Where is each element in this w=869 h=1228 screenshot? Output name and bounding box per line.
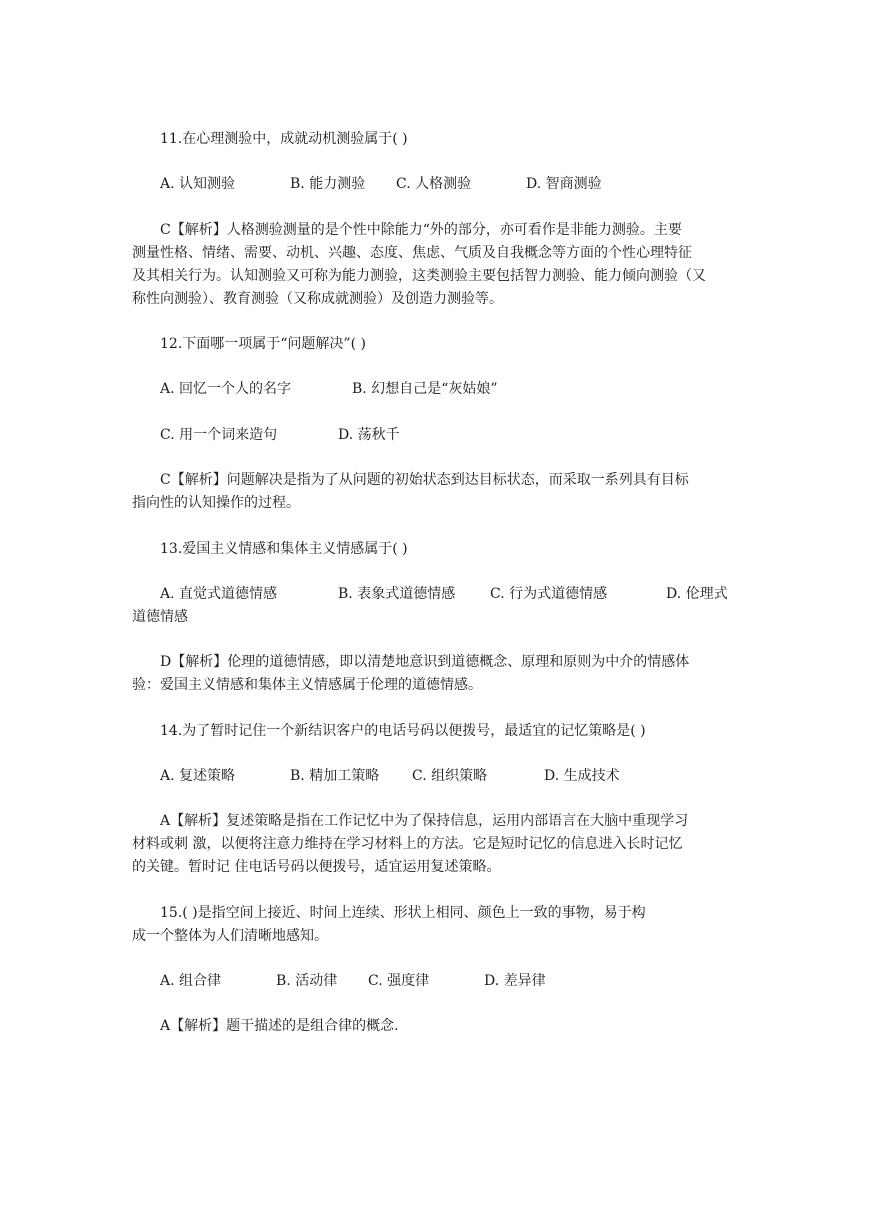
option-a: A. 认知测验 xyxy=(160,176,236,192)
explanation-line: C【解析】人格测验测量的是个性中除能力“外的部分，亦可看作是非能力测验。主要 xyxy=(160,222,682,238)
stem-line: 成一个整体为人们清晰地感知。 xyxy=(132,928,328,944)
question-14-stem: 14.为了暂时记住一个新结识客户的电话号码以便拨号，最适宜的记忆策略是( ) xyxy=(160,723,646,739)
option-a: A. 回忆一个人的名字 xyxy=(160,381,292,397)
explanation-line: C【解析】问题解决是指为了从问题的初始状态到达目标状态，而采取一系列具有目标 xyxy=(160,472,689,488)
question-12-stem: 12.下面哪一项属于“问题解决”( ) xyxy=(160,336,366,352)
option-b: B. 能力测验 xyxy=(290,176,366,192)
explanation-line: D【解析】伦理的道德情感，即以清楚地意识到道德概念、原理和原则为中介的情感体 xyxy=(160,654,690,670)
option-c: C. 人格测验 xyxy=(396,176,472,192)
stem-line: 15.( )是指空间上接近、时间上连续、形状上相同、颜色上一致的事物，易于构 xyxy=(160,905,646,921)
option-d: D. 荡秋千 xyxy=(338,427,400,443)
explanation-line: 指向性的认知操作的过程。 xyxy=(132,495,300,511)
option-d: D. 智商测验 xyxy=(526,176,602,192)
explanation-line: A【解析】题干描述的是组合律的概念. xyxy=(160,1018,399,1034)
option-b: B. 幻想自己是“灰姑娘” xyxy=(352,381,498,397)
option-b: B. 精加工策略 xyxy=(290,768,380,784)
explanation-line: A【解析】复述策略是指在工作记忆中为了保持信息，运用内部语言在大脑中重现学习 xyxy=(160,813,689,829)
option-a: A. 直觉式道德情感 xyxy=(160,586,278,602)
option-b: B. 表象式道德情感 xyxy=(338,586,456,602)
option-a: A. 组合律 xyxy=(160,973,222,989)
option-d: D. 差异律 xyxy=(484,973,546,989)
explanation-line: 及其相关行为。认知测验又可称为能力测验，这类测验主要包括智力测验、能力倾向测验（又 xyxy=(132,268,706,284)
explanation-line: 测量性格、情绪、需要、动机、兴趣、态度、焦虑、气质及自我概念等方面的个性心理特征 xyxy=(132,245,692,261)
option-c: C. 行为式道德情感 xyxy=(490,586,608,602)
explanation-line: 的关键。暂时记 住电话号码以便拨号，适宜运用复述策略。 xyxy=(132,859,501,875)
option-c: C. 用一个词来造句 xyxy=(160,427,278,443)
option-b: B. 活动律 xyxy=(276,973,338,989)
question-13-stem: 13.爱国主义情感和集体主义情感属于( ) xyxy=(160,541,408,557)
option-d: D. 伦理式 xyxy=(666,586,728,602)
option-c: C. 强度律 xyxy=(368,973,430,989)
question-11-stem: 11.在心理测验中，成就动机测验属于( ) xyxy=(160,131,408,147)
explanation-line: 验：爱国主义情感和集体主义情感属于伦理的道德情感。 xyxy=(132,677,482,693)
explanation-line: 称性向测验）、教育测验（又称成就测验）及创造力测验等。 xyxy=(132,291,503,307)
explanation-line: 材料或刺 激，以便将注意力维持在学习材料上的方法。它是短时记忆的信息进入长时记忆 xyxy=(132,836,683,852)
option-a: A. 复述策略 xyxy=(160,768,236,784)
option-c: C. 组织策略 xyxy=(412,768,488,784)
option-d: D. 生成技术 xyxy=(544,768,620,784)
option-d-continued: 道德情感 xyxy=(132,609,188,625)
